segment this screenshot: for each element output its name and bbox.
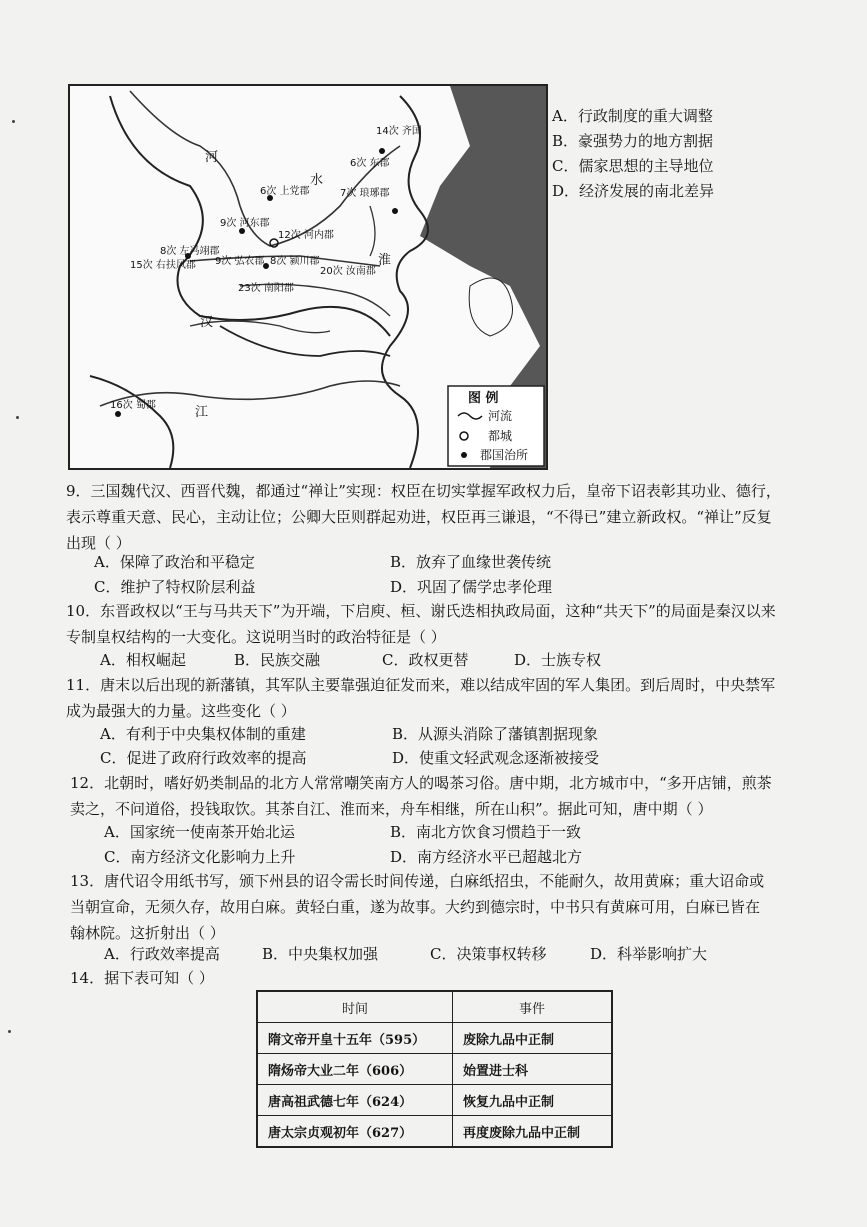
label-zuopingyi: 8次 左冯翊郡 xyxy=(160,246,220,257)
q10-option-a[interactable]: A．相权崛起 xyxy=(100,651,186,669)
river-small xyxy=(370,206,375,256)
legend-title: 图 例 xyxy=(468,391,499,406)
q9-stem-line1: 9．三国魏代汉、西晋代魏，都通过“禅让”实现：权臣在切实掌握军政权力后，皇帝下诏表彰其功业、德行， xyxy=(66,482,781,500)
label-dongjun: 6次 东郡 xyxy=(350,158,390,169)
q12-option-c[interactable]: C．南方经济文化影响力上升 xyxy=(104,848,296,866)
q12-stem-line2: 卖之，不问道俗，投钱取饮。其茶自江、淮而来，舟车相继，所在山积”。据此可知，唐中期（ ） xyxy=(70,800,713,818)
q13-stem-line2: 当朝宣命，无须久存，故用白麻。黄轻白重，遂为故事。大约到德宗时，中书只有黄麻可用，白麻已皆在 xyxy=(70,898,761,916)
table-row xyxy=(257,1023,612,1054)
q9-stem-line2: 表示尊重天意、民心，主动让位；公卿大臣则群起劝进，权臣再三谦退，“不得已”建立新政权。“禅让”反复 xyxy=(66,508,772,526)
q8-option-b[interactable]: B．豪强势力的地方割据 xyxy=(552,132,714,150)
q9-option-b[interactable]: B．放弃了血缘世袭传统 xyxy=(390,553,552,571)
scan-speck xyxy=(12,120,15,123)
q13-option-d[interactable]: D．科举影响扩大 xyxy=(590,945,708,963)
q10-option-c[interactable]: C．政权更替 xyxy=(382,651,469,669)
coastline xyxy=(382,96,428,468)
q13-option-b[interactable]: B．中央集权加强 xyxy=(262,945,379,963)
q11-option-c[interactable]: C．促进了政府行政效率的提高 xyxy=(100,749,307,767)
label-runan: 20次 汝南郡 xyxy=(320,266,376,277)
q9-option-d[interactable]: D．巩固了儒学忠孝伦理 xyxy=(390,578,553,596)
label-langya: 7次 琅琊郡 xyxy=(340,188,390,199)
q11-stem-line2: 成为最强大的力量。这些变化（ ） xyxy=(66,702,296,720)
label-youfufeng: 15次 右扶风郡 xyxy=(130,260,196,271)
capital-marker xyxy=(270,239,278,247)
label-shangdang: 6次 上党郡 xyxy=(260,186,310,197)
table-header-row xyxy=(257,991,612,1023)
label-yingchuan: 8次 颍川郡 xyxy=(270,256,320,267)
border-line-2 xyxy=(90,376,173,468)
border-line-3 xyxy=(220,326,390,356)
q12-option-b[interactable]: B．南北方饮食习惯趋于一致 xyxy=(390,823,582,841)
q14-table xyxy=(256,990,613,1148)
peninsula xyxy=(469,278,512,336)
label-qiguo: 14次 齐国 xyxy=(376,126,422,137)
q10-stem-line2: 专制皇权结构的一大变化。这说明当时的政治特征是（ ） xyxy=(66,628,446,646)
q9-stem-line3: 出现（ ） xyxy=(66,534,131,552)
q12-stem-line1: 12．北朝时，嗜好奶类制品的北方人常常嘲笑南方人的喝茶习俗。唐中期，北方城市中，“多开店铺，煎茶 xyxy=(70,774,772,792)
legend-capital: 都城 xyxy=(488,429,513,443)
q13-option-a[interactable]: A．行政效率提高 xyxy=(104,945,220,963)
q10-option-b[interactable]: B．民族交融 xyxy=(234,651,321,669)
historical-map xyxy=(68,84,548,470)
q12-option-d[interactable]: D．南方经济水平已超越北方 xyxy=(390,848,583,866)
table-cell-event: 始置进士科 xyxy=(453,1054,613,1085)
table-cell-time: 隋炀帝大业二年（606） xyxy=(257,1054,453,1085)
label-shui: 水 xyxy=(310,173,324,188)
table-row xyxy=(257,1116,612,1148)
label-huai: 淮 xyxy=(378,253,392,268)
q10-stem xyxy=(66,598,806,650)
q13-stem-line3: 翰林院。这折射出（ ） xyxy=(70,924,225,942)
label-hongnong: 9次 弘农郡 xyxy=(215,256,265,267)
legend-river: 河流 xyxy=(488,409,513,423)
scan-speck xyxy=(8,1030,11,1033)
q11-stem xyxy=(66,672,806,724)
table-cell-time: 隋文帝开皇十五年（595） xyxy=(257,1023,453,1054)
table-header-time: 时间 xyxy=(257,991,453,1023)
label-nanyang: 23次 南阳郡 xyxy=(238,283,294,294)
label-he: 河 xyxy=(205,150,219,165)
q9-stem xyxy=(66,478,806,556)
legend-seat-icon xyxy=(461,452,467,458)
border-line-1 xyxy=(110,96,390,336)
q11-option-b[interactable]: B．从源头消除了藩镇割据现象 xyxy=(392,725,599,743)
q8-options xyxy=(552,104,714,204)
q13-stem xyxy=(70,868,810,946)
q11-stem-line1: 11．唐末以后出现的新藩镇，其军队主要靠强迫征发而来，难以结成牢固的军人集团。到后周时，中央禁军 xyxy=(66,676,776,694)
label-henei: 12次 河内郡 xyxy=(278,230,334,241)
q8-option-c[interactable]: C．儒家思想的主导地位 xyxy=(552,157,714,175)
table-cell-event: 恢复九品中正制 xyxy=(453,1085,613,1116)
map-legend xyxy=(448,386,544,466)
table-cell-event: 再度废除九品中正制 xyxy=(453,1116,613,1148)
q11-option-d[interactable]: D．使重文轻武观念逐渐被接受 xyxy=(392,749,600,767)
q12-option-a[interactable]: A．国家统一使南茶开始北运 xyxy=(104,823,295,841)
q13-option-c[interactable]: C．决策事权转移 xyxy=(430,945,547,963)
q12-stem xyxy=(70,770,810,822)
seat-marker-shu xyxy=(115,411,121,417)
q10-option-d[interactable]: D．士族专权 xyxy=(514,651,602,669)
scan-speck xyxy=(16,416,19,419)
table-row xyxy=(257,1085,612,1116)
label-shujun: 16次 蜀郡 xyxy=(110,400,156,411)
q9-option-c[interactable]: C．维护了特权阶层利益 xyxy=(94,578,256,596)
q8-option-a[interactable]: A．行政制度的重大调整 xyxy=(552,107,713,125)
map-svg xyxy=(70,86,546,468)
q9-option-a[interactable]: A．保障了政治和平稳定 xyxy=(94,553,255,571)
q10-stem-line1: 10．东晋政权以“王与马共天下”为开端，下启庾、桓、谢氏迭相执政局面，这种“共天下”的局面是秦汉以来 xyxy=(66,602,776,620)
seat-marker-langya xyxy=(392,208,398,214)
table-cell-time: 唐高祖武德七年（624） xyxy=(257,1085,453,1116)
legend-seat: 郡国治所 xyxy=(480,448,529,462)
table-header-event: 事件 xyxy=(453,991,613,1023)
table-row xyxy=(257,1054,612,1085)
label-han: 汉 xyxy=(200,315,214,330)
q13-stem-line1: 13．唐代诏令用纸书写，颁下州县的诏令需长时间传递，白麻纸招虫，不能耐久，故用黄麻；重大诏命或 xyxy=(70,872,765,890)
table-cell-time: 唐太宗贞观初年（627） xyxy=(257,1116,453,1148)
seat-marker-qi xyxy=(379,148,385,154)
label-jiang: 江 xyxy=(195,405,209,420)
q14-stem: 14．据下表可知（ ） xyxy=(70,969,214,987)
q11-option-a[interactable]: A．有利于中央集权体制的重建 xyxy=(100,725,306,743)
label-hedong: 9次 河东郡 xyxy=(220,218,270,229)
table-cell-event: 废除九品中正制 xyxy=(453,1023,613,1054)
q8-option-d[interactable]: D．经济发展的南北差异 xyxy=(552,182,715,200)
